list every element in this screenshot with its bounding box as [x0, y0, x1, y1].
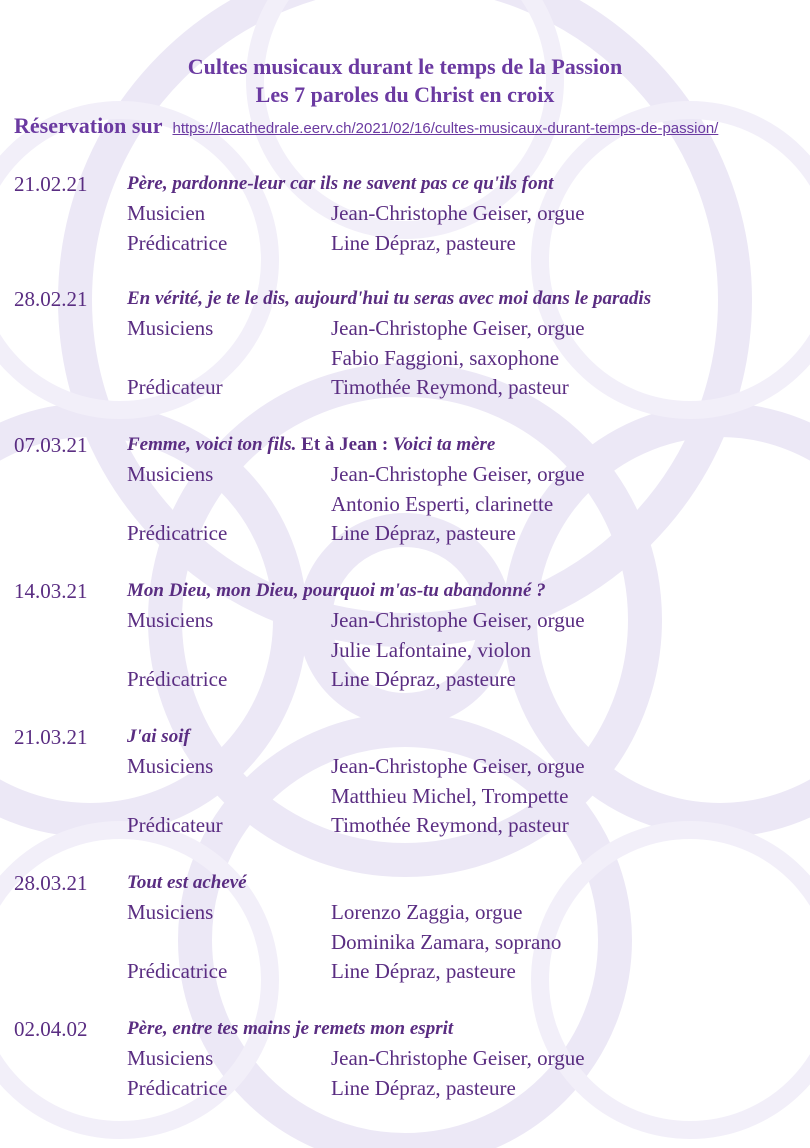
event-heading-part: Et à Jean :	[296, 434, 393, 455]
document-title: Cultes musicaux durant le temps de la Passion	[187, 54, 623, 79]
event-role: Musicien	[127, 201, 206, 225]
event-heading-part: Voici ta mère	[392, 434, 496, 455]
event-heading-part: Femme, voici ton fils.	[127, 434, 297, 455]
event-row	[0, 316, 810, 346]
event-role: Prédicatrice	[127, 1075, 228, 1100]
event-role: Musiciens	[127, 1046, 214, 1070]
event-row	[0, 784, 810, 814]
event-person: Antonio Esperti, clarinette	[331, 491, 554, 516]
event-row	[0, 492, 810, 522]
event-row	[0, 900, 810, 930]
event-heading: Père, pardonne-leur car ils ne savent pas ce qu'ils font	[127, 173, 554, 194]
event-person: Jean-Christophe Geiser, orgue	[331, 201, 585, 225]
event-person: Dominika Zamara, soprano	[331, 929, 562, 954]
reservation-label: Réservation sur	[14, 113, 163, 138]
event-row	[0, 667, 810, 697]
event-date: 21.02.21	[14, 172, 88, 196]
event-date: 02.04.02	[14, 1017, 88, 1041]
event-person: Jean-Christophe Geiser, orgue	[331, 754, 585, 778]
event-role: Musiciens	[127, 316, 214, 340]
event-role: Musiciens	[127, 462, 214, 486]
event-person: Fabio Faggioni, saxophone	[331, 345, 560, 370]
document-subtitle: Les 7 paroles du Christ en croix	[255, 82, 555, 107]
event-role: Musiciens	[127, 900, 214, 924]
event-person: Matthieu Michel, Trompette	[331, 783, 569, 808]
event-role: Prédicatrice	[127, 959, 228, 983]
event-row	[0, 1076, 810, 1106]
event-heading: J'ai soif	[127, 726, 190, 747]
event-person: Jean-Christophe Geiser, orgue	[331, 462, 585, 486]
event-row	[0, 638, 810, 668]
event-role: Prédicateur	[127, 813, 223, 837]
event-person: Line Dépraz, pasteure	[331, 959, 516, 983]
event-heading: Père, entre tes mains je remets mon esprit	[127, 1018, 454, 1039]
event-person: Line Dépraz, pasteure	[331, 230, 516, 255]
event-date: 21.03.21	[14, 725, 88, 749]
event-role: Musiciens	[127, 608, 214, 632]
event-role: Prédicatrice	[127, 521, 228, 545]
event-row	[0, 959, 810, 989]
event-person: Timothée Reymond, pasteur	[331, 813, 569, 837]
event-person: Jean-Christophe Geiser, orgue	[331, 608, 585, 632]
event-row	[0, 813, 810, 843]
event-person: Line Dépraz, pasteure	[331, 521, 516, 545]
event-row	[0, 521, 810, 551]
event-person: Julie Lafontaine, violon	[331, 637, 532, 662]
event-row	[0, 1046, 810, 1076]
event-date: 28.02.21	[14, 287, 88, 311]
reservation-line	[14, 113, 718, 139]
event-date: 07.03.21	[14, 433, 88, 457]
event-date: 14.03.21	[14, 579, 88, 603]
event-heading: En vérité, je te le dis, aujourd'hui tu seras avec moi dans le paradis	[127, 288, 652, 309]
event-row	[0, 231, 810, 261]
event-person: Line Dépraz, pasteure	[331, 667, 516, 691]
event-role: Prédicatrice	[127, 667, 228, 691]
event-person: Line Dépraz, pasteure	[331, 1075, 516, 1100]
event-role: Prédicatrice	[127, 230, 228, 255]
event-row	[0, 930, 810, 960]
event-row	[0, 201, 810, 231]
event-row	[0, 754, 810, 784]
event-row	[0, 346, 810, 376]
event-row	[0, 375, 810, 405]
event-role: Prédicateur	[127, 375, 223, 399]
event-role: Musiciens	[127, 754, 214, 778]
event-heading: Tout est achevé	[127, 872, 247, 893]
event-person: Jean-Christophe Geiser, orgue	[331, 316, 585, 340]
event-person: Timothée Reymond, pasteur	[331, 375, 569, 399]
event-row	[0, 608, 810, 638]
event-date: 28.03.21	[14, 871, 88, 895]
event-person: Lorenzo Zaggia, orgue	[331, 900, 523, 924]
reservation-link[interactable]: https://lacathedrale.eerv.ch/2021/02/16/cultes-musicaux-durant-temps-de-passion/	[172, 120, 719, 137]
event-heading	[127, 434, 495, 456]
event-person: Jean-Christophe Geiser, orgue	[331, 1046, 585, 1070]
event-row	[0, 462, 810, 492]
event-heading: Mon Dieu, mon Dieu, pourquoi m'as-tu abandonné ?	[127, 580, 546, 601]
